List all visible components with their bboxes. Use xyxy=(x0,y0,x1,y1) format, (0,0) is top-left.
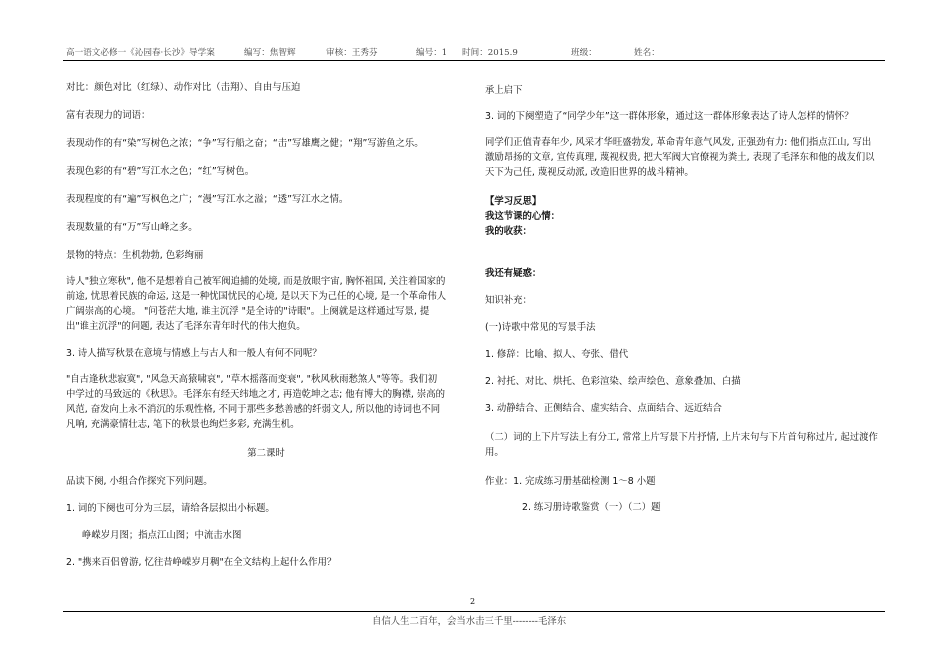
question-1: 1. 词的下阕也可分为三层，请给各层拟出小标题。 xyxy=(66,503,275,514)
course-title: 高一语文必修一《沁园春·长沙》导学案 xyxy=(66,48,215,58)
editor-label: 编写：焦智辉 xyxy=(244,48,296,58)
page-number: 2 xyxy=(470,597,476,606)
class-label: 班级： xyxy=(571,48,597,58)
technique-2: 2. 衬托、对比、烘托、色彩渲染、绘声绘色、意象叠加、白描 xyxy=(485,376,741,387)
analysis-para-line: 广阔崇高的心境。 "问苍茫大地, 谁主沉浮 "是全诗的"诗眼"。上阕就是这样通过写景, 提 xyxy=(66,306,430,317)
homework-2: 2. 练习册诗歌鉴赏（一）（二）题 xyxy=(522,502,661,513)
technique-heading: (一)诗歌中常见的写景手法 xyxy=(485,322,596,333)
technique-3: 3. 动静结合、正侧结合、虚实结合、点面结合、远近结合 xyxy=(485,403,722,414)
group-instruction: 品读下阕, 小组合作探究下列问题。 xyxy=(66,476,213,487)
homework-1: 作业：1. 完成练习册基础检测 1～8 小题 xyxy=(485,476,656,487)
structure-note-line: 用。 xyxy=(485,447,504,458)
question-3-right: 3. 词的下阕塑造了“同学少年”这一群体形象，通过这一群体形象表达了诗人怎样的情怀？ xyxy=(485,111,854,122)
gain-label: 我的收获： xyxy=(485,226,532,237)
technique-1: 1. 修辞：比喻、拟人、夸张、借代 xyxy=(485,349,629,360)
analysis-para-line: 前途, 忧思着民族的命运, 这是一种忧国忧民的心境, 是以天下为己任的心境, 是一个革命伟人 xyxy=(66,291,447,302)
answer-structure: 承上启下 xyxy=(485,85,523,96)
structure-note-line: （二）词的上下片写法上有分工, 常常上片写景下片抒情, 上片末句与下片首句称过片, 起过渡作 xyxy=(485,432,878,443)
action-words: 表现动作的有“染”写树色之浓；“争”写行船之奋；“击”写雄鹰之健；“翔”写游鱼之乐。 xyxy=(66,138,424,149)
quantity-words: 表现数量的有“万”写山峰之多。 xyxy=(66,222,198,233)
question-3: 3. 诗人描写秋景在意境与情感上与古人和一般人有何不同呢？ xyxy=(66,348,322,359)
color-words: 表现色彩的有“碧”写江水之色；“红”写树色。 xyxy=(66,166,255,177)
degree-words: 表现程度的有“遍”写枫色之广；“漫”写江水之溢；“透”写江水之情。 xyxy=(66,194,349,205)
question-1-answer: 峥嵘岁月图；指点江山图；中流击水图 xyxy=(82,530,242,541)
answer-para-line: 激励昂扬的文章, 宣传真理, 蔑视权贵, 把大军阀大官僚视为粪土, 表现了毛泽东和他的战友们以 xyxy=(485,152,875,163)
doc-number: 编号：1 xyxy=(416,48,448,58)
answer-para-line: 天下为己任, 蔑视反动派, 改造旧世界的战斗精神。 xyxy=(485,167,694,178)
answer-para-line: 中学过的马致远的《秋思》。毛泽东有经天纬地之才, 再造乾坤之志; 他有博大的胸襟, 崇高的 xyxy=(66,389,445,400)
scenery-feature: 景物的特点：生机勃勃, 色彩绚丽 xyxy=(66,250,204,261)
name-label: 姓名： xyxy=(634,48,660,58)
answer-para-line: 同学们正值青春年少, 风采才华旺盛勃发, 革命青年意气风发, 正强劲有力: 他们指点江山, 写出 xyxy=(485,137,872,148)
doc-time: 时间：2015.9 xyxy=(462,48,518,58)
lesson-2-heading: 第二课时 xyxy=(247,448,285,459)
doubt-label: 我还有疑惑： xyxy=(485,268,542,279)
analysis-para-line: 出"谁主沉浮"的问题, 表达了毛泽东青年时代的伟大抱负。 xyxy=(66,321,306,332)
footer-rule xyxy=(63,611,885,612)
footer-quote: 自信人生二百年，会当水击三千里--------毛泽东 xyxy=(372,616,567,627)
answer-para-line: 风范, 奋发向上永不消沉的乐观性格, 不同于那些多愁善感的纤弱文人, 所以他的诗词也不同 xyxy=(66,404,441,415)
header-rule xyxy=(63,60,885,61)
question-2: 2. "携来百侣曾游, 忆往昔峥嵘岁月稠"在全文结构上起什么作用？ xyxy=(66,557,337,568)
mood-label: 我这节课的心情： xyxy=(485,211,561,222)
expressive-words-heading: 富有表现力的词语： xyxy=(66,110,151,121)
answer-para-line: 凡响, 充满豪情壮志, 笔下的秋景也绚烂多彩, 充满生机。 xyxy=(66,419,300,430)
reviewer-label: 审核：王秀芬 xyxy=(326,48,378,58)
knowledge-supplement: 知识补充： xyxy=(485,295,532,306)
answer-para-line: "自古逢秋悲寂寞", "风急天高猿啸哀", "草木摇落而变衰", "秋风秋雨愁煞人"等等。我们初 xyxy=(66,374,438,385)
reflection-title: 【学习反思】 xyxy=(485,196,542,207)
contrast-line: 对比：颜色对比（红绿）、动作对比（击翔）、自由与压迫 xyxy=(66,82,301,93)
page-header xyxy=(66,46,886,60)
analysis-para-line: 诗人"独立寒秋", 他不是想着自己被军阀追捕的处境, 而是放眼宇宙, 胸怀祖国, 关注着国家的 xyxy=(66,276,446,287)
